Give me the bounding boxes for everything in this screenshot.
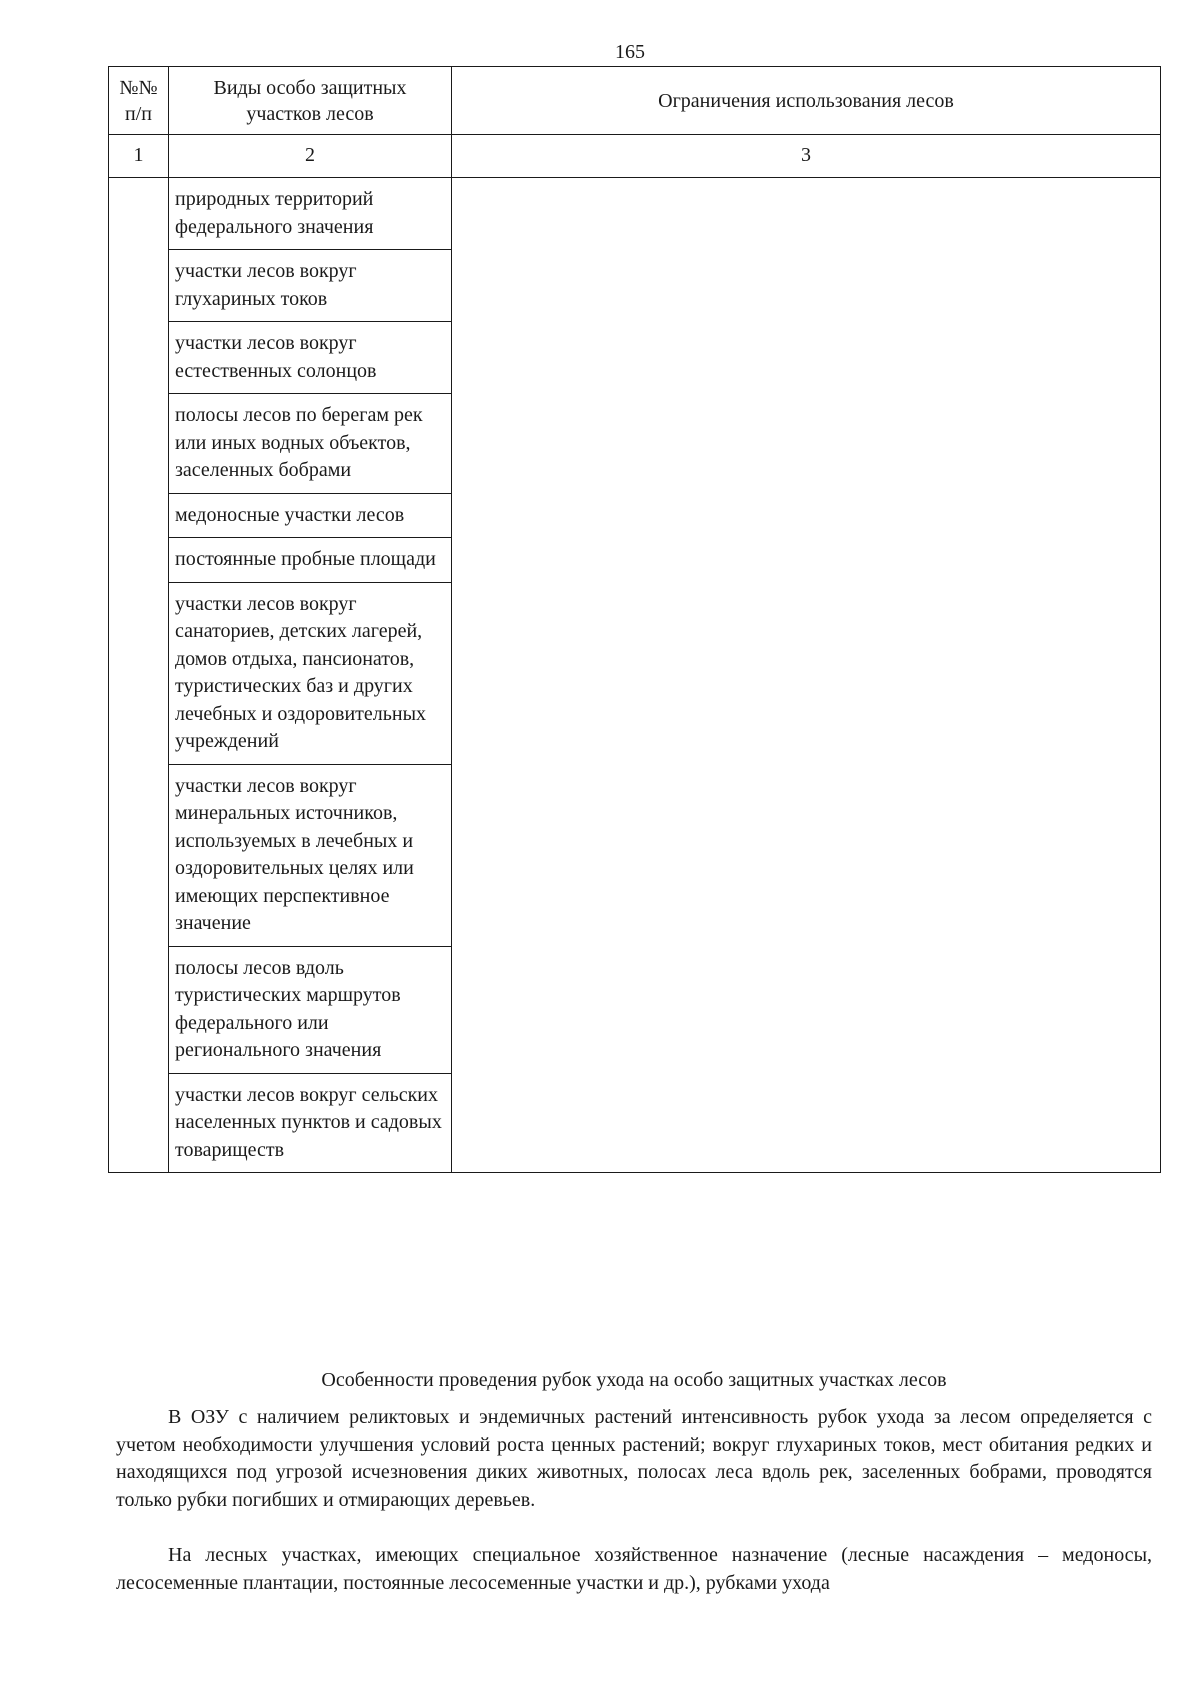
- header-area-type: Виды особо защитных участков лесов: [169, 67, 452, 135]
- area-type-cell: медоносные участки лесов: [169, 493, 452, 538]
- restrictions-cell: [452, 178, 1161, 1173]
- area-type-cell: природных территорий федерального значения: [169, 178, 452, 250]
- column-number-1: 1: [109, 135, 169, 178]
- area-type-cell: участки лесов вокруг естественных солонцов: [169, 322, 452, 394]
- area-type-cell: участки лесов вокруг санаториев, детских лагерей, домов отдыха, пансионатов, туристических баз и других лечебных и оздоровительных учреждений: [169, 582, 452, 764]
- header-restrictions: Ограничения использования лесов: [452, 67, 1161, 135]
- column-number-row: [109, 135, 1161, 178]
- number-cell: [109, 178, 169, 1173]
- column-number-3: 3: [452, 135, 1161, 178]
- body-paragraph: В ОЗУ с наличием реликтовых и эндемичных растений интенсивность рубок ухода за лесом определяется с учетом необходимости улучшения условий роста ценных растений; вокруг глухариных токов, мест обитания редких и находящихся под угрозой исчезновения диких животных, полосах леса вдоль рек, заселенных бобрами, проводятся только рубки погибших и отмирающих деревьев.: [116, 1406, 1152, 1511]
- section-heading: Особенности проведения рубок ухода на особо защитных участках лесов: [321, 1369, 947, 1391]
- table-header-row: [109, 67, 1161, 135]
- protective-forest-areas-table: [108, 66, 1161, 1173]
- table-body: [109, 178, 1161, 1173]
- area-type-cell: постоянные пробные площади: [169, 538, 452, 583]
- area-type-cell: участки лесов вокруг глухариных токов: [169, 250, 452, 322]
- area-type-cell: участки лесов вокруг сельских населенных пунктов и садовых товариществ: [169, 1073, 452, 1173]
- area-type-cell: полосы лесов вдоль туристических маршрутов федерального или регионального значения: [169, 946, 452, 1073]
- body-paragraph: На лесных участках, имеющих специальное хозяйственное назначение (лесные насаждения – медоносы, лесосеменные плантации, постоянные лесосеменные участки и др.), рубками ухода: [116, 1544, 1152, 1594]
- table-row: [109, 178, 1161, 250]
- area-type-cell: участки лесов вокруг минеральных источников, используемых в лечебных и оздоровительных целях или имеющих перспективное значение: [169, 764, 452, 946]
- header-number: №№ п/п: [109, 67, 169, 135]
- column-number-2: 2: [169, 135, 452, 178]
- area-type-cell: полосы лесов по берегам рек или иных водных объектов, заселенных бобрами: [169, 394, 452, 494]
- page-number: 165: [615, 41, 645, 63]
